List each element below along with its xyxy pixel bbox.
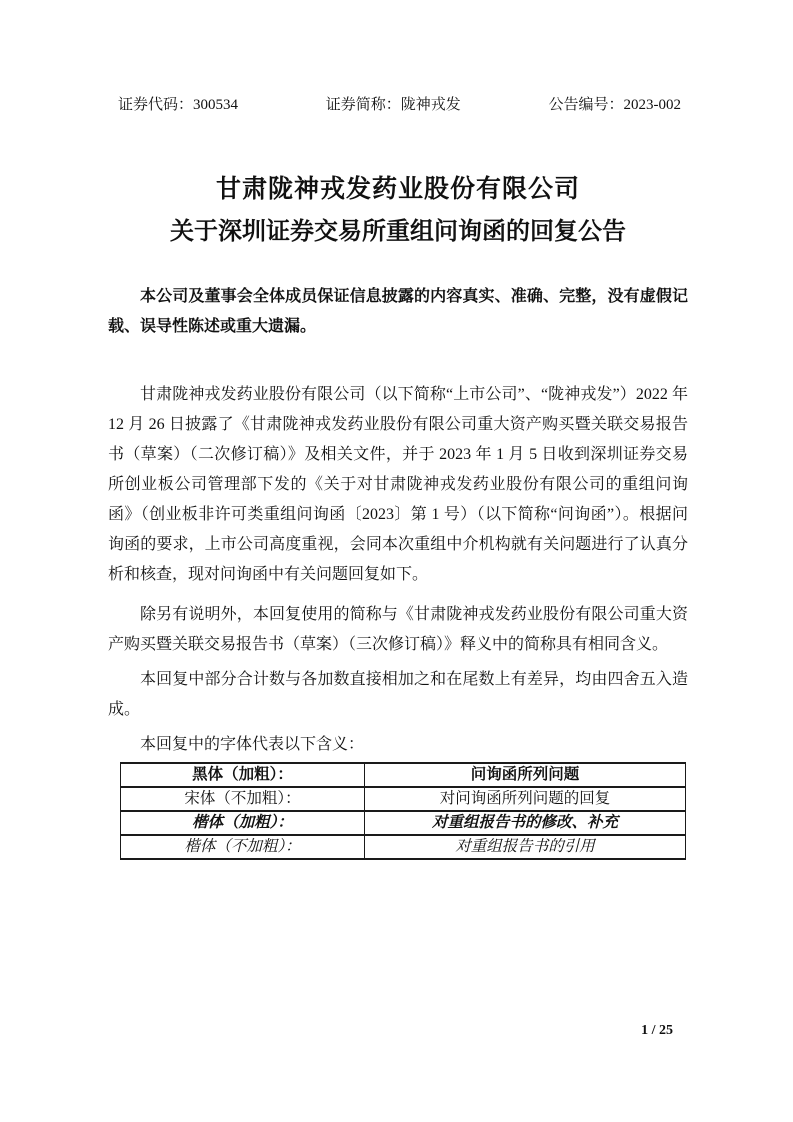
board-declaration-paragraph: 本公司及董事会全体成员保证信息披露的内容真实、准确、完整，没有虚假记载、误导性陈述或重大遗漏。 <box>108 288 688 335</box>
table-row-kaiti-regular <box>121 835 686 859</box>
font-legend-table-body <box>121 763 686 859</box>
announcement-number: 公告编号：2023-002 <box>548 97 681 113</box>
table-row-kaiti-bold <box>121 811 686 835</box>
font-style-cell: 楷体（加粗）： <box>121 811 365 835</box>
announcement-title: 关于深圳证券交易所重组问询函的回复公告 <box>170 219 626 245</box>
font-style-cell: 楷体（不加粗）： <box>121 835 365 859</box>
font-style-cell: 黑体（加粗）： <box>121 763 365 787</box>
font-legend-table <box>120 762 686 860</box>
company-name-title: 甘肃陇神戎发药业股份有限公司 <box>215 176 580 203</box>
document-header <box>108 96 688 114</box>
meaning-cell: 问询函所列问题 <box>365 763 686 787</box>
stock-name: 证券简称：陇神戎发 <box>325 97 461 113</box>
stock-code: 证券代码：300534 <box>118 97 239 113</box>
table-row-songti-regular <box>121 787 686 811</box>
meaning-cell: 对重组报告书的修改、补充 <box>365 811 686 835</box>
meaning-cell: 对重组报告书的引用 <box>365 835 686 859</box>
body-paragraph-definitions: 除另有说明外，本回复使用的简称与《甘肃陇神戎发药业股份有限公司重大资产购买暨关联交易报告书（草案）（三次修订稿）》释义中的简称具有相同含义。 <box>108 606 688 653</box>
body-paragraph-font-legend-intro: 本回复中的字体代表以下含义： <box>140 736 365 753</box>
meaning-cell: 对问询函所列问题的回复 <box>365 787 686 811</box>
table-row-heiti-bold <box>121 763 686 787</box>
document-content <box>0 96 793 860</box>
page-number: 1 / 25 <box>641 1023 673 1038</box>
font-style-cell: 宋体（不加粗）： <box>121 787 365 811</box>
body-paragraph-background: 甘肃陇神戎发药业股份有限公司（以下简称“上市公司”、“陇神戎发”）2022 年 12 月 26 日披露了《甘肃陇神戎发药业股份有限公司重大资产购买暨关联交易报告书（草案）（二次修订稿）》及相关文件，并于 2023 年 1 月 5 日收到深圳证券交易所创业板公司管理部下发的《关于对甘肃陇神戎发药业股份有限公司的重组问询函》（创业板非许可类重组问询函〔2023〕第 1 号）（以下简称“问询函”）。根据问询函的要求，上市公司高度重视，会同本次重组中介机构就有关问题进行了认真分析和核查，现对问询函中有关问题回复如下。 <box>108 386 688 583</box>
body-paragraph-rounding: 本回复中部分合计数与各加数直接相加之和在尾数上有差异，均由四舍五入造成。 <box>108 671 688 718</box>
